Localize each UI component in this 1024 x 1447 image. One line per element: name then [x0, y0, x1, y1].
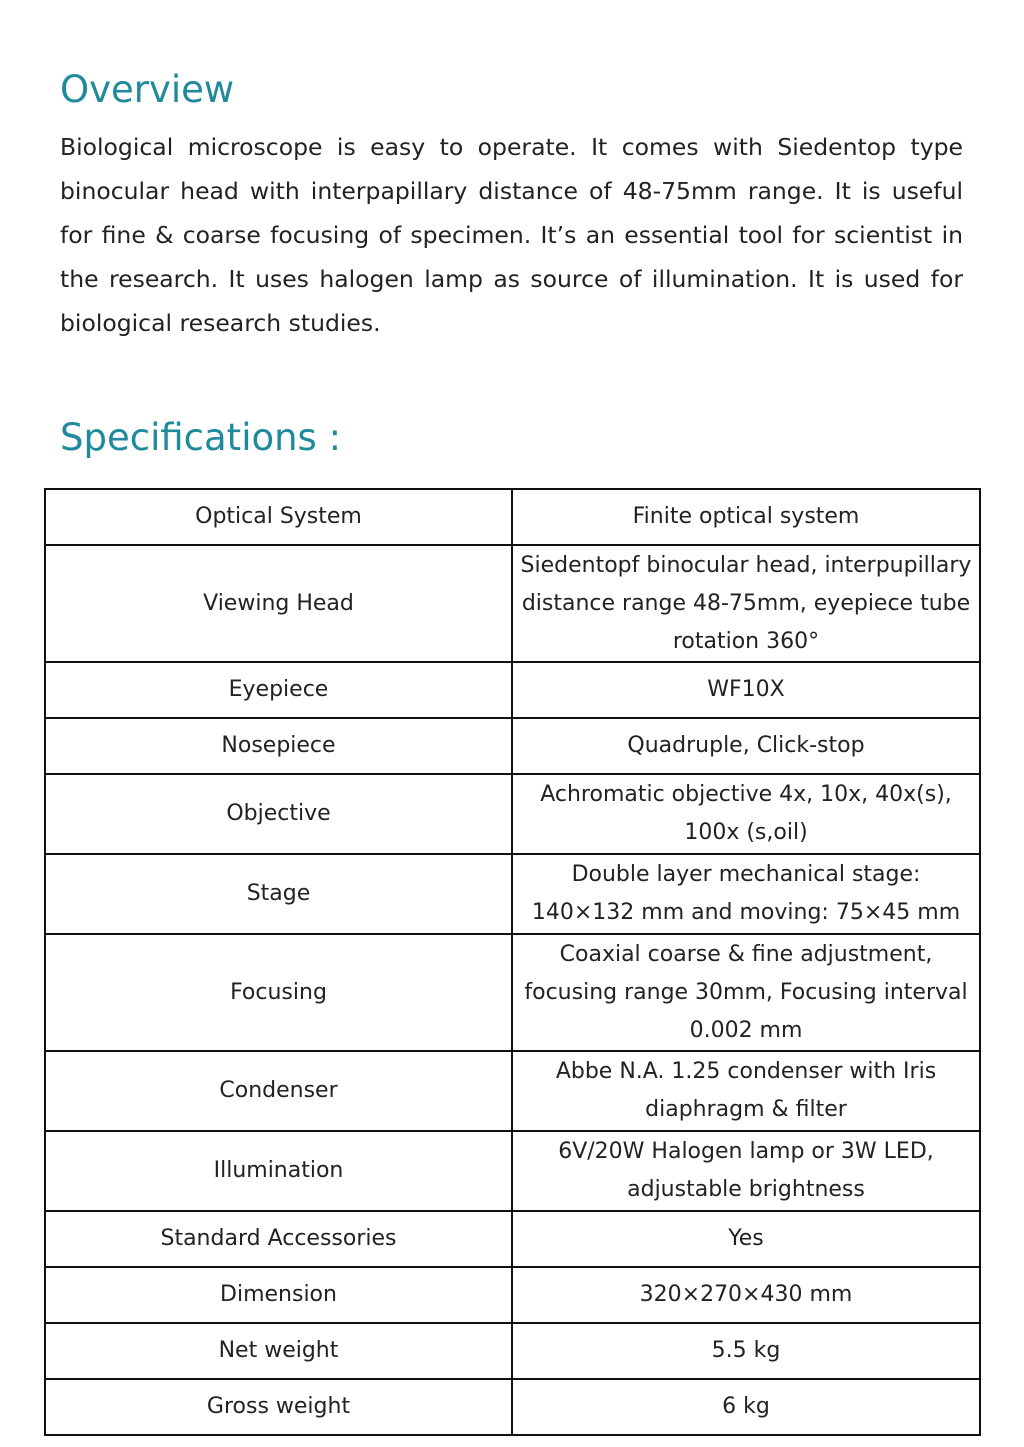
spec-label: Illumination [45, 1131, 512, 1211]
spec-label: Optical System [45, 489, 512, 545]
spec-row-gross-weight [45, 1379, 980, 1435]
spec-value: Achromatic objective 4x, 10x, 40x(s), 100x (s,oil) [512, 774, 980, 854]
spec-value: 320×270×430 mm [512, 1267, 980, 1323]
spec-label: Dimension [45, 1267, 512, 1323]
spec-label: Condenser [45, 1051, 512, 1131]
spec-label: Eyepiece [45, 662, 512, 718]
spec-row-nosepiece [45, 718, 980, 774]
spec-row-dimension [45, 1267, 980, 1323]
spec-row-illumination [45, 1131, 980, 1211]
specifications-heading: Specifications : [60, 416, 342, 459]
specifications-table [44, 488, 981, 1436]
spec-row-objective [45, 774, 980, 854]
spec-row-focusing [45, 934, 980, 1051]
spec-row-eyepiece [45, 662, 980, 718]
spec-value: Finite optical system [512, 489, 980, 545]
spec-label: Standard Accessories [45, 1211, 512, 1267]
spec-row-net-weight [45, 1323, 980, 1379]
spec-value: Siedentopf binocular head, interpupillary distance range 48-75mm, eyepiece tube rotation 360° [512, 545, 980, 662]
spec-label: Focusing [45, 934, 512, 1051]
spec-label: Objective [45, 774, 512, 854]
spec-value: Quadruple, Click-stop [512, 718, 980, 774]
spec-label: Viewing Head [45, 545, 512, 662]
spec-value: Double layer mechanical stage: 140×132 mm and moving: 75×45 mm [512, 854, 980, 934]
spec-value: Yes [512, 1211, 980, 1267]
spec-label: Gross weight [45, 1379, 512, 1435]
overview-paragraph: Biological microscope is easy to operate. It comes with Siedentop type binocular head with interpapillary distance of 48-75mm range. It is useful for fine & coarse focusing of specimen. It’s an essential tool for scientist in the research. It uses halogen lamp as source of illumination. It is used for biological research studies. [60, 133, 963, 337]
spec-row-optical-system [45, 489, 980, 545]
spec-value: 5.5 kg [512, 1323, 980, 1379]
spec-row-stage [45, 854, 980, 934]
spec-label: Nosepiece [45, 718, 512, 774]
spec-label: Net weight [45, 1323, 512, 1379]
spec-row-viewing-head [45, 545, 980, 662]
spec-row-standard-accessories [45, 1211, 980, 1267]
spec-value: 6 kg [512, 1379, 980, 1435]
spec-value: Abbe N.A. 1.25 condenser with Iris diaphragm & filter [512, 1051, 980, 1131]
spec-value: WF10X [512, 662, 980, 718]
overview-heading: Overview [60, 68, 235, 111]
spec-label: Stage [45, 854, 512, 934]
spec-value: 6V/20W Halogen lamp or 3W LED, adjustable brightness [512, 1131, 980, 1211]
spec-row-condenser [45, 1051, 980, 1131]
spec-value: Coaxial coarse & fine adjustment, focusing range 30mm, Focusing interval 0.002 mm [512, 934, 980, 1051]
